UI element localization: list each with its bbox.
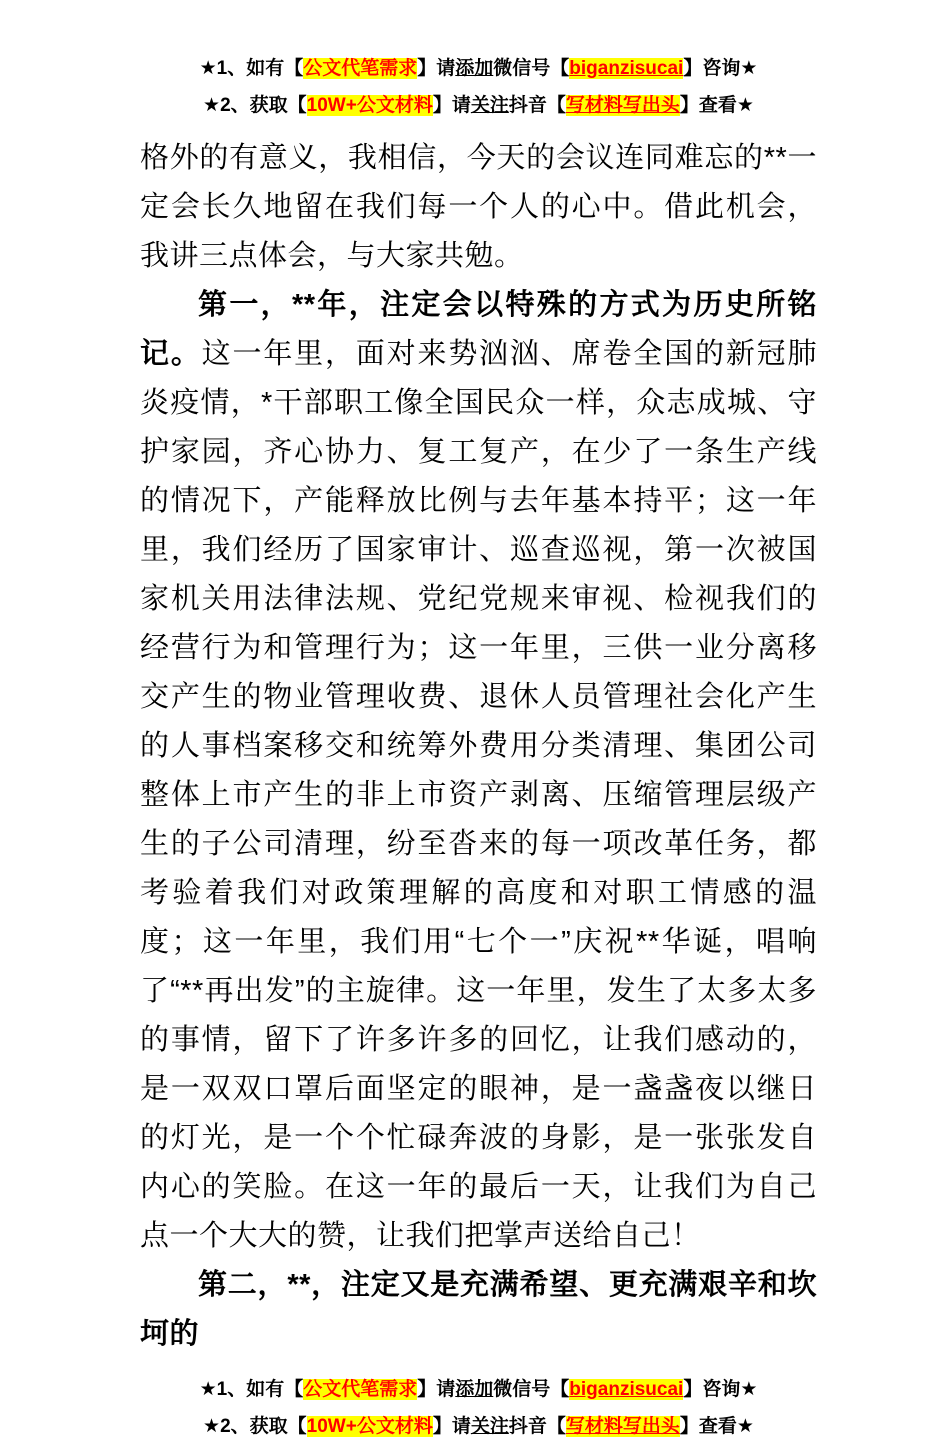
- text-run-bold: 第一，**年，注定会以特殊的方式为历史所铭记。: [140, 289, 817, 370]
- text-run-normal: 微信号【: [493, 58, 570, 79]
- text-run-hl-red-u: biganzisucai: [569, 58, 684, 79]
- document-header-promo: [140, 50, 817, 124]
- text-run-normal: 】请: [417, 1379, 456, 1400]
- text-run-hl-red-u: biganzisucai: [569, 1379, 684, 1400]
- text-run-normal: 】咨询★: [683, 1379, 758, 1400]
- text-run-hl-red: 10W+公文材料: [306, 1416, 433, 1437]
- text-run-normal: 格外的有意义，我相信，今天的会议连同难忘的**一定会长久地留在我们每一个人的心中。借此机会，我讲三点体会，与大家共勉。: [140, 142, 817, 272]
- paragraph: [140, 1261, 817, 1359]
- document-footer-promo: [140, 1371, 817, 1445]
- text-run-normal: 这一年里，面对来势汹汹、席卷全国的新冠肺炎疫情，*干部职工像全国民众一样，众志成城、守护家园，齐心协力、复工复产，在少了一条生产线的情况下，产能释放比例与去年基本持平；这一年里，我们经历了国家审计、巡查巡视，第一次被国家机关用法律法规、党纪党规来审视、检视我们的经营行为和管理行为；这一年里，三供一业分离移交产生的物业管理收费、退休人员管理社会化产生的人事档案移交和统筹外费用分类清理、集团公司整体上市产生的非上市资产剥离、压缩管理层级产生的子公司清理，纷至沓来的每一项改革任务，都考验着我们对政策理解的高度和对职工情感的温度；这一年里，我们用“七个一”庆祝**华诞，唱响了“**再出发”的主旋律。这一年里，发生了太多太多的事情，留下了许多许多的回忆，让我们感动的，是一双双口罩后面坚定的眼神，是一盏盏夜以继日的灯光，是一个个忙碌奔波的身影，是一张张发自内心的笑脸。在这一年的最后一天，让我们为自己点一个大大的赞，让我们把掌声送给自己！: [140, 338, 817, 1252]
- text-run-u: 添加: [455, 1379, 494, 1400]
- document-body: [140, 134, 817, 1359]
- text-run-hl-red: 10W+公文材料: [306, 95, 433, 116]
- text-run-u: 关注: [470, 1416, 509, 1437]
- text-run-u: 关注: [470, 95, 509, 116]
- promo-line: [140, 87, 817, 124]
- paragraph: [140, 281, 817, 1261]
- promo-line: [140, 1371, 817, 1408]
- promo-line: [140, 1408, 817, 1445]
- text-run-normal: 】查看★: [679, 95, 754, 116]
- text-run-normal: ★2、获取【: [203, 95, 307, 116]
- text-run-u: 添加: [455, 58, 494, 79]
- text-run-normal: 微信号【: [493, 1379, 570, 1400]
- text-run-normal: ★1、如有【: [199, 58, 304, 79]
- text-run-normal: 】查看★: [679, 1416, 754, 1437]
- text-run-normal: 抖音【: [508, 1416, 566, 1437]
- text-run-normal: 】请: [432, 95, 471, 116]
- text-run-bold: 第二，**，注定又是充满希望、更充满艰辛和坎坷的: [140, 1269, 817, 1350]
- text-run-normal: 】请: [417, 58, 456, 79]
- text-run-hl-red: 公文代笔需求: [303, 58, 418, 79]
- text-run-hl-red: 公文代笔需求: [303, 1379, 418, 1400]
- text-run-hl-red-u: 写材料写出头: [565, 95, 680, 116]
- text-run-normal: ★1、如有【: [199, 1379, 304, 1400]
- text-run-normal: 抖音【: [508, 95, 566, 116]
- paragraph: [140, 134, 817, 281]
- text-run-normal: 】请: [432, 1416, 471, 1437]
- text-run-normal: 】咨询★: [683, 58, 758, 79]
- text-run-normal: ★2、获取【: [203, 1416, 307, 1437]
- promo-line: [140, 50, 817, 87]
- text-run-hl-red-u: 写材料写出头: [565, 1416, 680, 1437]
